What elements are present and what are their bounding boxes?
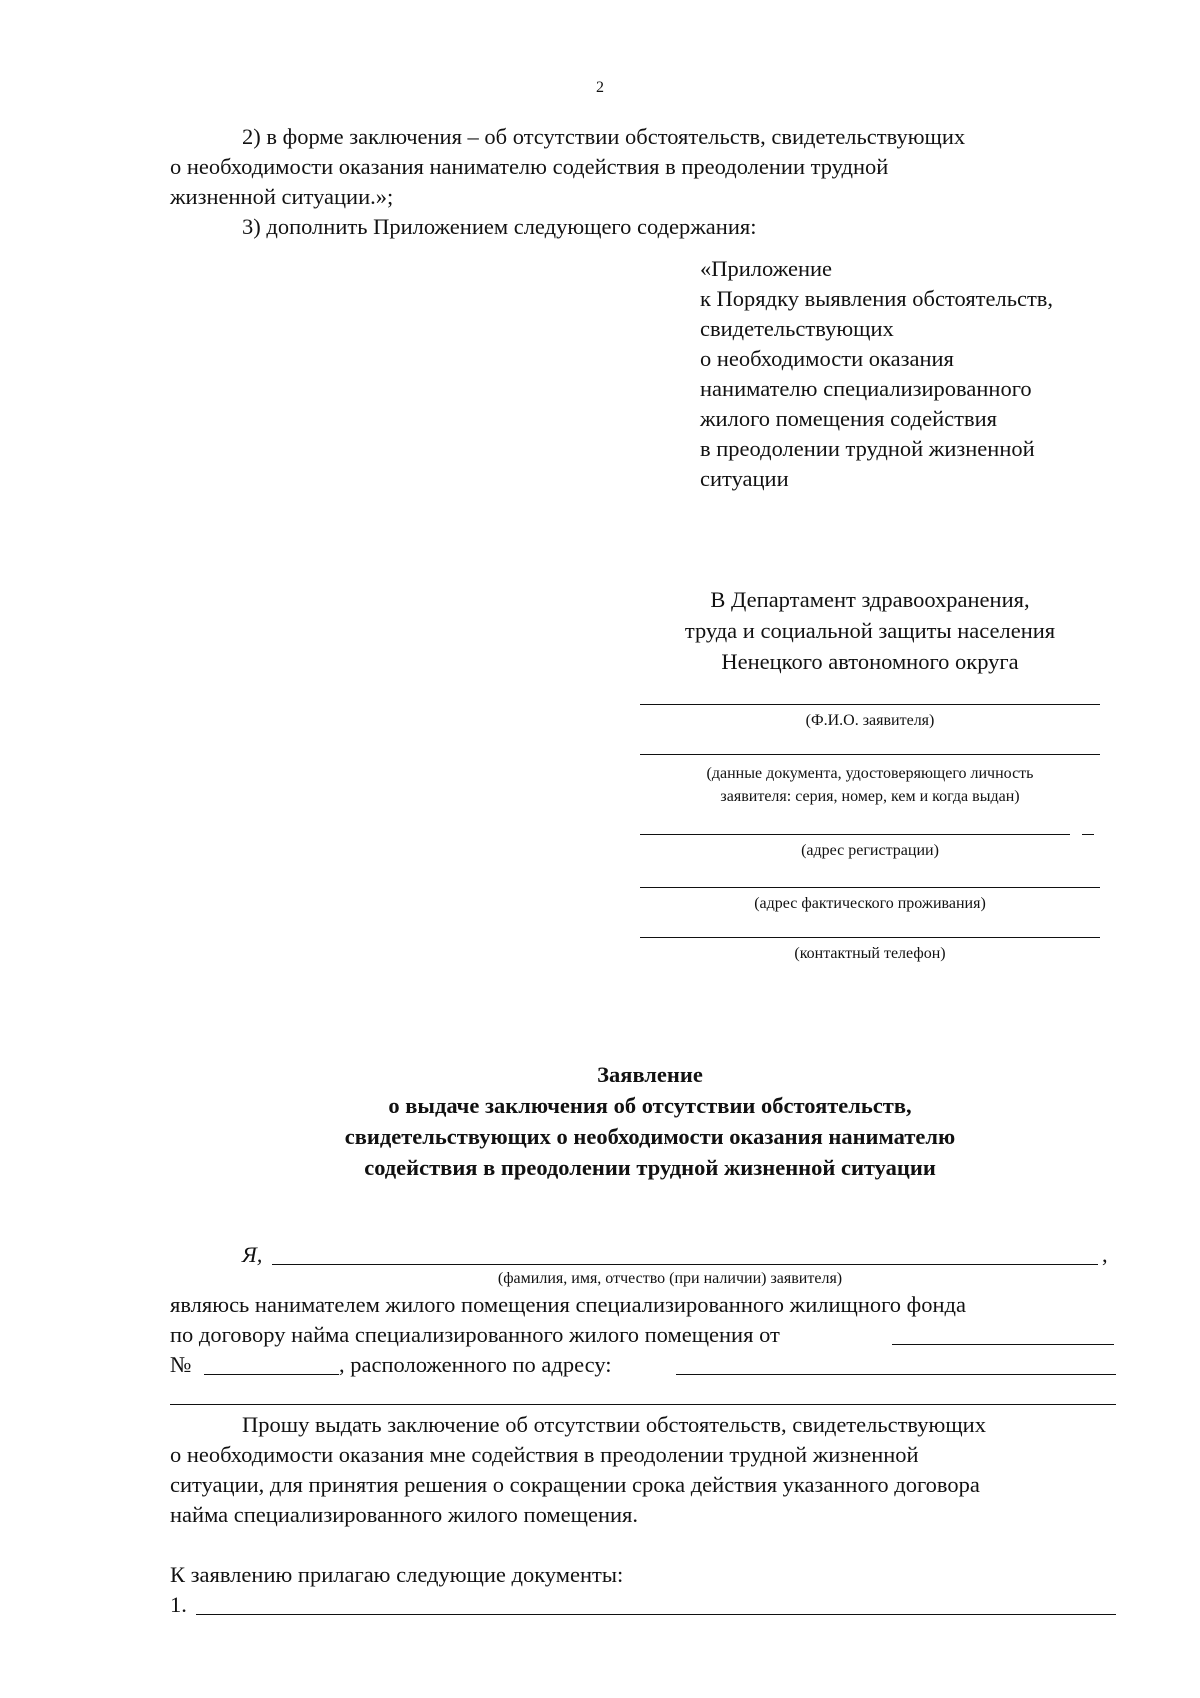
item-3: 3) дополнить Приложением следующего содержания: [242, 214, 757, 239]
appendix-line: ситуации [700, 466, 789, 491]
title-line: о выдаче заключения об отсутствии обстоятельств, [388, 1093, 912, 1118]
application-title [170, 1060, 1130, 1184]
addressee-line: Ненецкого автономного округа [721, 649, 1019, 674]
fio-caption: (Ф.И.О. заявителя) [805, 712, 935, 729]
title-line: свидетельствующих о необходимости оказания нанимателю [344, 1124, 956, 1149]
attachments-intro: К заявлению прилагаю следующие документы: [170, 1562, 624, 1587]
property-address-field[interactable] [676, 1374, 1116, 1375]
addressee [640, 585, 1100, 678]
appendix-line: нанимателю специализированного [700, 376, 1032, 401]
appendix-line: свидетельствующих [700, 316, 894, 341]
appendix-line: «Приложение [700, 256, 833, 281]
appendix-line: к Порядку выявления обстоятельств, [700, 286, 1054, 311]
id-document-caption-2: заявителя: серия, номер, кем и когда выдан) [720, 788, 1020, 805]
id-document-caption-1: (данные документа, удостоверяющего личность [706, 765, 1034, 782]
applicant-name-caption: (фамилия, имя, отчество (при наличии) заявителя) [497, 1270, 843, 1287]
reg-address-field-tail [1082, 834, 1094, 835]
id-document-field[interactable] [640, 754, 1100, 755]
phone-field[interactable] [640, 937, 1100, 938]
fio-field[interactable] [640, 704, 1100, 705]
statement-line-1: являюсь нанимателем жилого помещения специализированного жилищного фонда [170, 1292, 966, 1317]
applicant-name-field[interactable] [272, 1264, 1098, 1265]
statement-line-2: по договору найма специализированного жилого помещения от [170, 1322, 780, 1347]
item-2-line-3: жизненной ситуации.»; [170, 184, 394, 209]
appendix-line: о необходимости оказания [700, 346, 954, 371]
request-line-2: о необходимости оказания мне содействия в преодолении трудной жизненной [170, 1442, 919, 1467]
request-line-1: Прошу выдать заключение об отсутствии обстоятельств, свидетельствующих [242, 1412, 986, 1437]
actual-address-field[interactable] [640, 887, 1100, 888]
appendix-line: жилого помещения содействия [700, 406, 997, 431]
page-number: 2 [596, 79, 604, 96]
request-line-4: найма специализированного жилого помещения. [170, 1502, 638, 1527]
title-line: Заявление [597, 1062, 703, 1087]
item-2-line-2: о необходимости оказания нанимателю содействия в преодолении трудной [170, 154, 889, 179]
appendix-heading [700, 254, 1140, 494]
item-2-line-1: 2) в форме заключения – об отсутствии обстоятельств, свидетельствующих [242, 124, 966, 149]
phone-caption: (контактный телефон) [794, 945, 946, 962]
reg-address-caption: (адрес регистрации) [801, 842, 939, 859]
addressee-line: В Департамент здравоохранения, [710, 587, 1030, 612]
contract-number-field[interactable] [204, 1374, 339, 1375]
attachment-item-1-number: 1. [170, 1592, 187, 1617]
appendix-line: в преодолении трудной жизненной [700, 436, 1035, 461]
statement-comma: , [1102, 1242, 1108, 1267]
title-line: содействия в преодолении трудной жизненной ситуации [364, 1155, 936, 1180]
actual-address-caption: (адрес фактического проживания) [754, 895, 986, 912]
contract-date-field[interactable] [892, 1344, 1114, 1345]
reg-address-field[interactable] [640, 834, 1070, 835]
located-at-label: , расположенного по адресу: [339, 1352, 612, 1377]
statement-i: Я, [242, 1242, 263, 1267]
addressee-line: труда и социальной защиты населения [684, 618, 1056, 643]
property-address-field-2[interactable] [170, 1404, 1116, 1405]
attachment-item-1-field[interactable] [196, 1614, 1116, 1615]
request-line-3: ситуации, для принятия решения о сокращении срока действия указанного договора [170, 1472, 980, 1497]
contract-number-sign: № [170, 1352, 192, 1377]
